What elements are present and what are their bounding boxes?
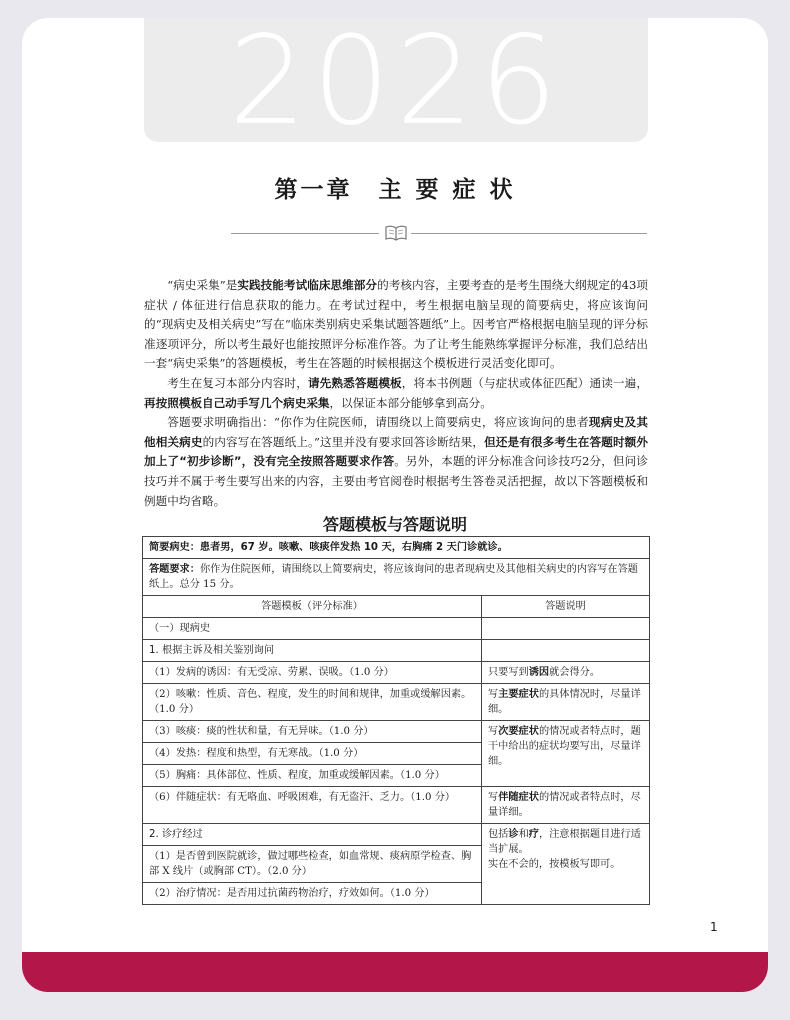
chapter-title: 第一章 主 要 症 状	[274, 177, 516, 203]
text-run: 实在不会的，按模板写即可。	[488, 859, 621, 870]
bold-run: 伴随症状	[498, 792, 539, 803]
text-run: 写	[488, 792, 499, 803]
intro-text	[144, 276, 648, 511]
table-row	[143, 537, 650, 559]
open-book-icon	[384, 224, 408, 242]
template-item: （5）胸痛：具体部位、性质、程度，加重或缓解因素。（1.0 分）	[143, 765, 482, 787]
template-item: （2）咳嗽：性质、音色、程度，发生的时间和规律，加重或缓解因素。（1.0 分）	[143, 684, 482, 721]
text-run: 考生在复习本部分内容时，	[167, 375, 308, 390]
subsection-chief-complaint: 1. 根据主诉及相关鉴别询问	[143, 640, 482, 662]
text-run: 的情况或者特点时，尽量详细。	[488, 792, 641, 818]
bold-run: 实践技能考试临床思维部分	[237, 278, 378, 292]
text-run: ，以保证本部分能够拿到高分。	[329, 395, 492, 410]
bold-run: 再按照模板自己动手写几个病史采集	[144, 395, 330, 410]
text-run: 包括	[488, 829, 509, 840]
note-cell	[482, 721, 650, 787]
document-page	[22, 18, 768, 992]
text-run: 的内容写在答题纸上。”这里并没有要求回答诊断结果，	[202, 434, 485, 449]
bold-run: 诱因	[528, 667, 550, 678]
section-title: 答题模板与答题说明	[322, 515, 467, 534]
text-run: 写	[488, 689, 499, 700]
bold-run: 请先熟悉答题模板	[307, 375, 402, 390]
page-number: 1	[710, 920, 718, 934]
footer-band	[22, 952, 768, 992]
bold-run: 主要症状	[498, 689, 539, 700]
template-item: （3）咳痰：痰的性状和量，有无异味。（1.0 分）	[143, 721, 482, 743]
text-run: “病史采集”是	[167, 278, 238, 292]
intro-paragraph-3	[144, 413, 648, 511]
title-rule-left	[231, 233, 379, 234]
table-row	[143, 824, 650, 846]
table-row	[143, 618, 650, 640]
requirement-text: 你作为住院医师，请围绕以上简要病史，将应该询问的患者现病史及其他相关病史的内容写在答题纸上。总分 15 分。	[149, 564, 638, 590]
intro-paragraph-2	[144, 374, 648, 413]
subsection-treatment-history: 2. 诊疗经过	[143, 824, 482, 846]
bold-run: 现病史及其他相关病史	[144, 415, 648, 449]
table-header-row	[143, 596, 650, 618]
table-row	[143, 684, 650, 721]
text-run: ，将本书例题（与症状或体征匹配）通读一遍，	[401, 375, 648, 390]
section-present-illness: （一）现病史	[143, 618, 482, 640]
text-run: 的考核内容，主要考查的是考生围绕大纲规定的43项症状 / 体征进行信息获取的能力。在考试过程中，考生根据电脑呈现的简要病史，将应该询问的“现病史及相关病史”写在“临床类别病史采集试题答题纸”上。因考官严格根据电脑呈现的评分标准逐项评分，所以考生最好也能按照评分标准作答。为了让考生能熟练掌握评分标准，我们总结出一套“病史采集”的答题模板，考生在答题的时候根据这个模板进行灵活变化即可。	[144, 278, 648, 371]
table-row	[143, 640, 650, 662]
column-header-template: 答题模板（评分标准）	[143, 596, 482, 618]
year-text: 2026	[228, 18, 564, 142]
text-run: 的具体情况时，尽量详细。	[488, 689, 641, 715]
template-item: （2）治疗情况：是否用过抗菌药物治疗，疗效如何。（1.0 分）	[143, 883, 482, 905]
bold-run: 诊	[508, 829, 519, 840]
text-run: ，注意根据题目进行适当扩展。	[488, 829, 641, 855]
bold-run: 次要症状	[498, 726, 539, 737]
brief-history-cell: 简要病史：患者男，67 岁。咳嗽、咳痰伴发热 10 天，右胸痛 2 天门诊就诊。	[143, 537, 650, 559]
template-item: （1）发病的诱因：有无受凉、劳累、误吸。（1.0 分）	[143, 662, 482, 684]
template-item: （4）发热：程度和热型，有无寒战。（1.0 分）	[143, 743, 482, 765]
empty-cell	[482, 640, 650, 662]
note-cell	[482, 662, 650, 684]
bold-run: 但还是有很多考生在答题时额外加上了“初步诊断”，没有完全按照答题要求作答	[144, 434, 648, 469]
empty-cell	[482, 618, 650, 640]
answer-template-table	[142, 536, 650, 905]
text-run: 就会得分。	[549, 667, 601, 678]
text-run: 写	[488, 726, 499, 737]
text-run: 和	[518, 829, 529, 840]
intro-paragraph-1	[144, 276, 648, 374]
text-run: 只要写到	[488, 667, 529, 678]
note-cell	[482, 787, 650, 824]
note-cell	[482, 684, 650, 721]
text-run: 答题要求明确指出：“你作为住院医师，请围绕以上简要病史，将应该询问的患者	[167, 415, 589, 430]
year-banner	[144, 18, 648, 142]
text-run: 的情况或者特点时，题干中给出的症状均要写出，尽量详细。	[488, 726, 641, 767]
requirement-cell	[143, 559, 650, 596]
bold-run: 疗	[528, 829, 539, 840]
table-row	[143, 662, 650, 684]
text-run: 。另外，本题的评分标准含问诊技巧2分，但问诊技巧并不属于考生要写出来的内容，主要由考官阅卷时根据考生答卷灵活把握，故以下答题模板和例题中均省略。	[144, 454, 648, 508]
requirement-label: 答题要求：	[149, 564, 200, 575]
template-item: （6）伴随症状：有无咯血、呼吸困难，有无盗汗、乏力。（1.0 分）	[143, 787, 482, 824]
table-row	[143, 721, 650, 743]
note-cell	[482, 824, 650, 905]
template-item: （1）是否曾到医院就诊，做过哪些检查，如血常规、痰病原学检查、胸部 X 线片（或胸部 CT）。（2.0 分）	[143, 846, 482, 883]
table-row	[143, 559, 650, 596]
title-rule-right	[411, 233, 647, 234]
table-row	[143, 787, 650, 824]
column-header-notes: 答题说明	[482, 596, 650, 618]
